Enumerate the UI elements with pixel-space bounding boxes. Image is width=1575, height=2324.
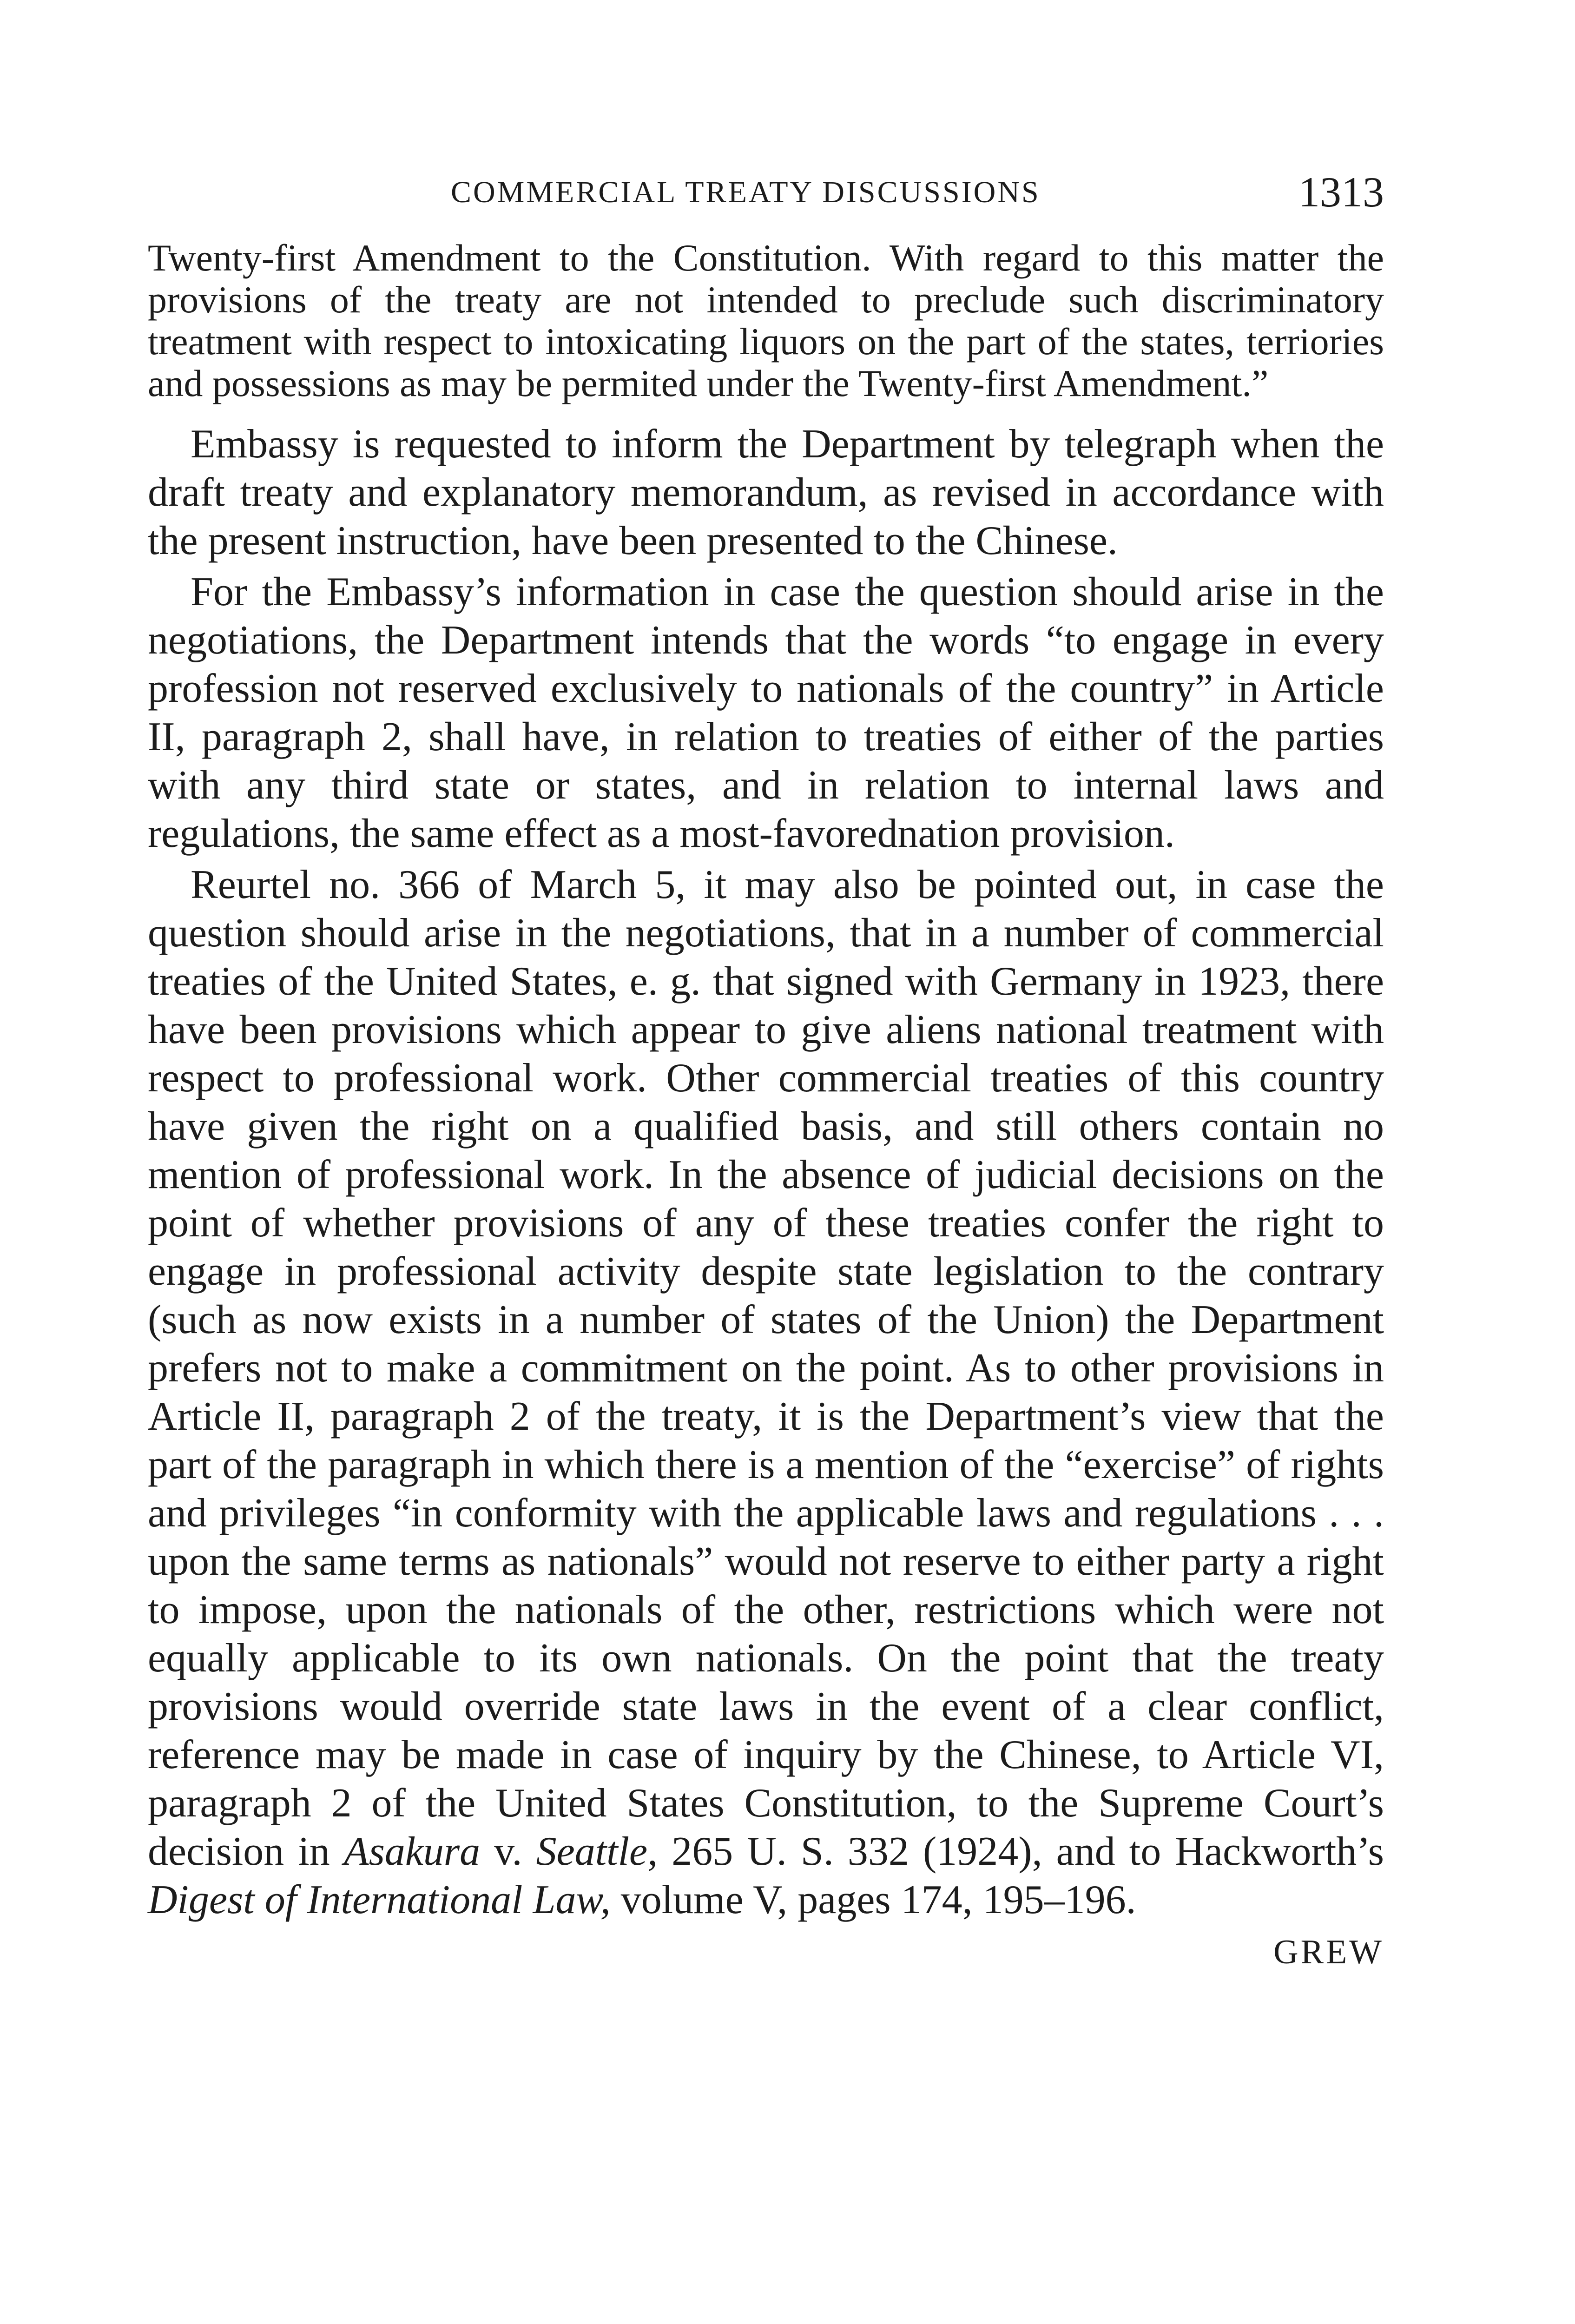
signature-grew: GREW [1273, 1933, 1384, 1971]
versus-text: v. [494, 1829, 522, 1874]
document-page [148, 167, 1384, 1972]
paragraph-telegraph-request: Embassy is requested to inform the Department by telegraph when the draft treaty and explanatory memorandum, as revised in accordance with the present instruction, have been presented to the Chinese. [148, 422, 1384, 563]
case-name-asakura: Asakura [343, 1829, 481, 1874]
paragraph-text: Reurtel no. 366 of March 5, it may also be pointed out, in case the question should arise in the negotiations, that in a number of commercial treaties of the United States, e. g. that signed with Germany in 1923, there have been provisions which appear to give aliens national treatment with respect to professional work. Other commercial treaties of this country have given the right on a qualified basis, and still others contain no mention of professional work. In the absence of judicial decisions on the point of whether provisions of any of these treaties confer the right to engage in professional activity despite state legislation to the contrary (such as now exists in a number of states of the Union) the Department prefers not to make a commitment on the point. As to other provisions in Article II, paragraph 2 of the treaty, it is the Department’s view that the part of the paragraph in which there is a mention of the “exercise” of rights and privileges “in conformity with the applicable laws and regulations . . . upon the same terms as nationals” would not reserve to either party a right to impose, upon the nationals of the other, restrictions which were not equally applicable to its own nationals. On the point that the treaty provisions would override state laws in the event of a clear conflict, reference may be made in case of inquiry by the Chinese, to Article VI, paragraph 2 of the United States Constitution, to the Supreme Court’s decision in [148, 862, 1384, 1874]
digest-title: Digest of International Law, [148, 1877, 611, 1922]
quoted-paragraph-continuation: Twenty-first Amendment to the Constitution. With regard to this matter the provisions of the treaty are not intended to preclude such discriminatory treatment with respect to intoxicating liquors on the part of the states, terriories and possessions as may be permited under the Twenty-first Amendment.” [148, 237, 1384, 404]
running-title: COMMERCIAL TREATY DISCUSSIONS [451, 175, 1041, 209]
page-number: 1313 [1298, 168, 1384, 216]
paragraph-reurtel-366 [148, 861, 1384, 1924]
paragraph-profession-clause: For the Embassy’s information in case the question should arise in the negotiations, the Department intends that the words “to engage in every profession not reserved exclusively to nationals of the country” in Article II, paragraph 2, shall have, in relation to treaties of either of the parties with any third state or states, and in relation to internal laws and regulations, the same effect as a most-favorednation provision. [148, 569, 1384, 856]
citation-text: 265 U. S. 332 (1924), and to Hackworth’s [672, 1829, 1384, 1874]
citation-pages: volume V, pages 174, 195–196. [620, 1877, 1136, 1922]
running-head [148, 167, 1384, 218]
case-name-seattle: Seattle, [536, 1829, 658, 1874]
